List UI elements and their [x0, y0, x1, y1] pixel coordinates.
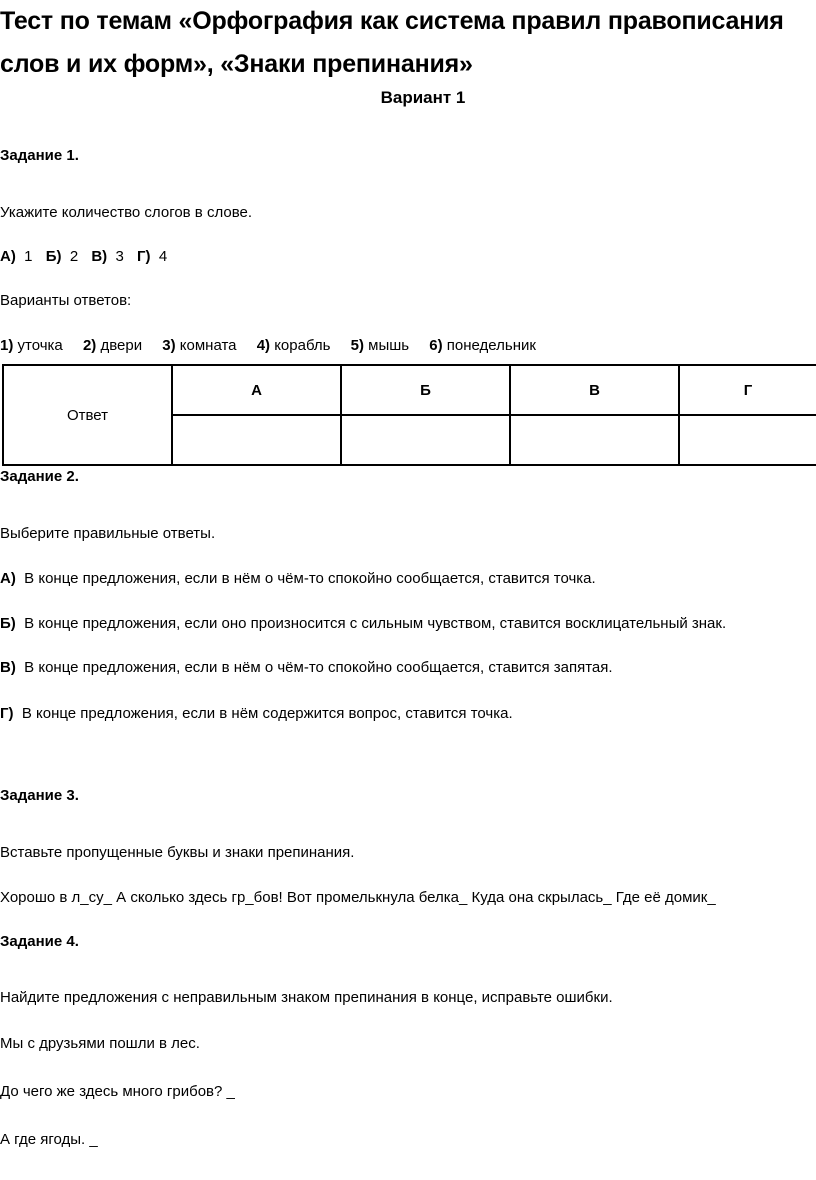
option-value: 2	[69, 248, 79, 265]
task3-text: Хорошо в л_су_ А сколько здесь гр_бов! Вот промелькнула белка_ Куда она скрылась_ Где её домик_	[0, 889, 716, 906]
option-letter: В)	[91, 248, 108, 265]
task2-option	[0, 569, 596, 589]
answer-column-header: Б	[341, 365, 510, 415]
answer-cell[interactable]	[679, 415, 816, 465]
word: мышь	[368, 337, 410, 354]
task2-option	[0, 614, 726, 634]
task1-word-list	[0, 336, 536, 356]
option-letter: В)	[0, 659, 16, 676]
word: двери	[100, 337, 143, 354]
option-letter: А)	[0, 570, 16, 587]
task1-options	[0, 247, 167, 267]
task1-variants-label: Варианты ответов:	[0, 292, 132, 309]
answer-column-header: А	[172, 365, 341, 415]
task2-instruction: Выберите правильные ответы.	[0, 525, 216, 542]
option-letter: А)	[0, 248, 16, 265]
option-value: 3	[115, 248, 124, 265]
option-text: В конце предложения, если оно произносится с сильным чувством, ставится восклицательный знак.	[24, 615, 727, 632]
task4-instruction: Найдите предложения с неправильным знаком препинания в конце, исправьте ошибки.	[0, 989, 613, 1006]
task2-heading: Задание 2.	[0, 468, 79, 485]
answer-table	[2, 364, 816, 466]
option-letter: Г)	[0, 705, 14, 722]
option-letter: Г)	[137, 248, 151, 265]
answer-row-label: Ответ	[3, 365, 172, 465]
task3-heading: Задание 3.	[0, 787, 79, 804]
task4-sentence: А где ягоды. _	[0, 1131, 98, 1148]
option-text: В конце предложения, если в нём содержится вопрос, ставится точка.	[21, 705, 513, 722]
answer-cell[interactable]	[172, 415, 341, 465]
task1-heading: Задание 1.	[0, 147, 79, 164]
answer-cell[interactable]	[510, 415, 679, 465]
document-title: Тест по темам «Орфография как система правил правописания слов и их форм», «Знаки препинания»	[0, 7, 784, 78]
option-value: 4	[158, 248, 168, 265]
word: комната	[179, 337, 237, 354]
variant-label: Вариант 1	[380, 88, 466, 107]
answer-column-header: Г	[679, 365, 816, 415]
word-number: 5)	[350, 337, 364, 354]
answer-cell[interactable]	[341, 415, 510, 465]
task4-sentence: До чего же здесь много грибов? _	[0, 1083, 235, 1100]
task4-sentence: Мы с друзьями пошли в лес.	[0, 1035, 200, 1052]
word-number: 3)	[162, 337, 176, 354]
task2-option	[0, 704, 513, 724]
option-letter: Б)	[45, 248, 62, 265]
word-number: 6)	[429, 337, 443, 354]
word: понедельник	[446, 337, 536, 354]
task2-option	[0, 658, 613, 678]
option-letter: Б)	[0, 615, 16, 632]
option-text: В конце предложения, если в нём о чём-то спокойно сообщается, ставится точка.	[24, 570, 596, 587]
word: корабль	[274, 337, 331, 354]
task3-instruction: Вставьте пропущенные буквы и знаки препинания.	[0, 844, 355, 861]
word: уточка	[17, 337, 63, 354]
answer-column-header: В	[510, 365, 679, 415]
task4-heading: Задание 4.	[0, 933, 79, 950]
option-value: 1	[24, 248, 33, 265]
word-number: 1)	[0, 337, 14, 354]
option-text: В конце предложения, если в нём о чём-то спокойно сообщается, ставится запятая.	[24, 659, 613, 676]
task1-instruction: Укажите количество слогов в слове.	[0, 204, 253, 221]
word-number: 2)	[82, 337, 97, 354]
word-number: 4)	[256, 337, 271, 354]
